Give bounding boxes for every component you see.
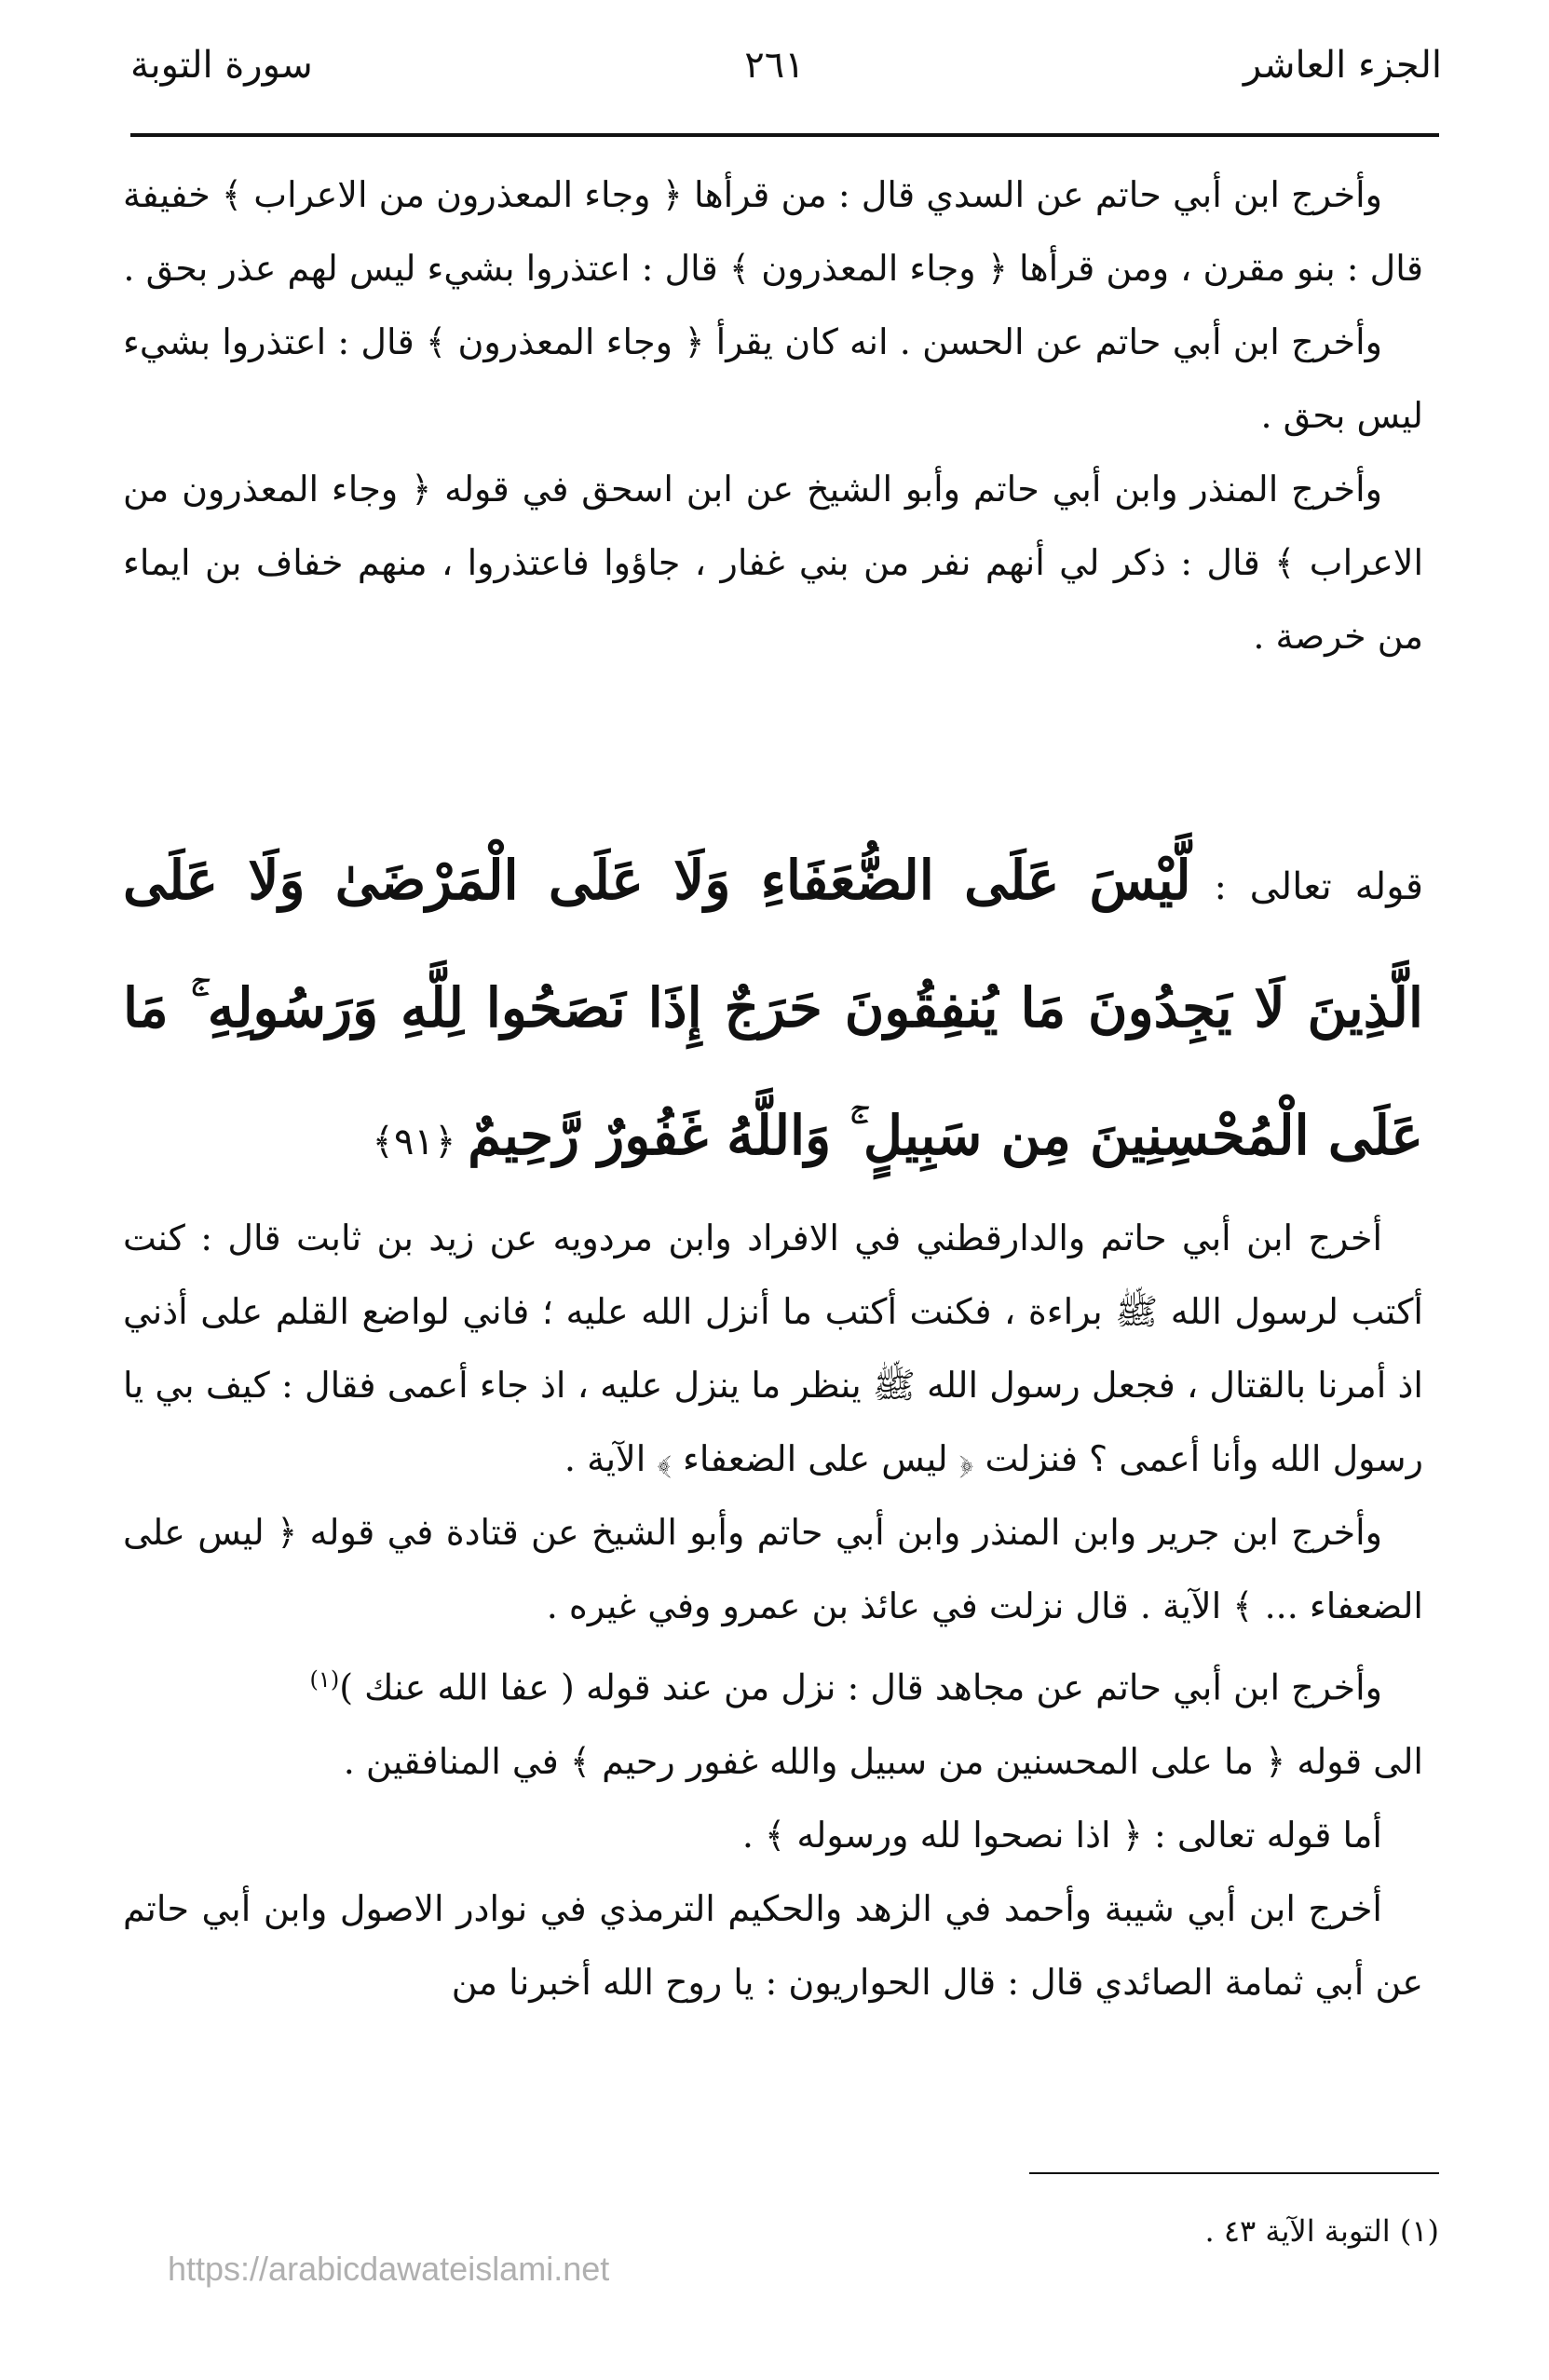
page-number: ٢٦١	[744, 44, 805, 87]
paragraph: أما قوله تعالى : ﴿ اذا نصحوا لله ورسوله ﴾ .	[741, 1814, 1382, 1856]
quran-verse-block	[123, 820, 1423, 1203]
surah-title: سورة التوبة	[130, 44, 313, 87]
paragraph: وأخرج ابن جرير وابن المنذر وابن أبي حاتم وأبو الشيخ عن قتادة في قوله ﴿ ليس على الضعفاء ... ﴾ الآية . قال نزلت في عائذ بن عمرو وفي غيره .	[123, 1512, 1423, 1626]
paragraph: أخرج ابن أبي حاتم والدارقطني في الافراد وابن مردويه عن زيد بن ثابت قال : كنت أكتب لرسول الله ﷺ براءة ، فكنت أكتب ما أنزل الله عليه ؛ فاني لواضع القلم على أذني اذ أمرنا بالقتال ، فجعل رسول الله ﷺ ينظر ما ينزل عليه ، اذ جاء أعمى فقال : كيف بي يا رسول الله وأنا أعمى ؟ فنزلت ﴿ ليس على الضعفاء ﴾ الآية .	[123, 1217, 1423, 1479]
footnote-rule	[1029, 2172, 1439, 2174]
paragraph: وأخرج ابن أبي حاتم عن السدي قال : من قرأها ﴿ وجاء المعذرون من الاعراب ﴾ خفيفة قال : بنو مقرن ، ومن قرأها ﴿ وجاء المعذرون ﴾ قال : اعتذروا بشيء ليس لهم عذر بحق .	[123, 174, 1423, 289]
paragraph: وأخرج المنذر وابن أبي حاتم وأبو الشيخ عن ابن اسحق في قوله ﴿ وجاء المعذرون من الاعراب ﴾ قال : ذكر لي أنهم نفر من بني غفار ، جاؤوا فاعتذروا ، منهم خفاف بن ايماء من خرصة .	[123, 469, 1423, 657]
commentary-top	[123, 158, 1423, 673]
footnote: (١) التوبة الآية ٤٣ .	[1204, 2213, 1439, 2249]
ayah-number-mark: ﴿٩١﴾	[372, 1121, 456, 1163]
verse-intro: قوله تعالى :	[1214, 865, 1423, 908]
paragraph: الى قوله ﴿ ما على المحسنين من سبيل والله غفور رحيم ﴾ في المنافقين .	[343, 1740, 1423, 1782]
paragraph	[123, 1643, 1423, 1725]
paragraph: أخرج ابن أبي شيبة وأحمد في الزهد والحكيم الترمذي في نوادر الاصول وابن أبي حاتم عن أبي ثمامة الصائدي قال : قال الحواريون : يا روح الله أخبرنا من	[123, 1887, 1423, 2003]
verse-text: لَّيْسَ عَلَى الضُّعَفَاءِ وَلَا عَلَى الْمَرْضَىٰ وَلَا عَلَى الَّذِينَ لَا يَجِدُونَ مَا يُنفِقُونَ حَرَجٌ إِذَا نَصَحُوا لِلَّهِ وَرَسُولِهِ ۚ مَا عَلَى الْمُحْسِنِينَ مِن سَبِيلٍ ۚ وَاللَّهُ غَفُورٌ رَّحِيمٌ	[123, 849, 1423, 1167]
footnote-marker: (١)	[309, 1666, 340, 1693]
header-rule	[130, 133, 1439, 137]
paragraph: وأخرج ابن أبي حاتم عن الحسن . انه كان يقرأ ﴿ وجاء المعذرون ﴾ قال : اعتذروا بشيء ليس بحق .	[123, 321, 1423, 436]
commentary-bottom	[123, 1202, 1423, 2020]
part-title: الجزء العاشر	[1243, 44, 1442, 87]
watermark-url[interactable]: https://arabicdawateislami.net	[168, 2250, 610, 2288]
paragraph-text: وأخرج ابن أبي حاتم عن مجاهد قال : نزل من عند قوله ( عفا الله عنك )	[339, 1666, 1382, 1708]
